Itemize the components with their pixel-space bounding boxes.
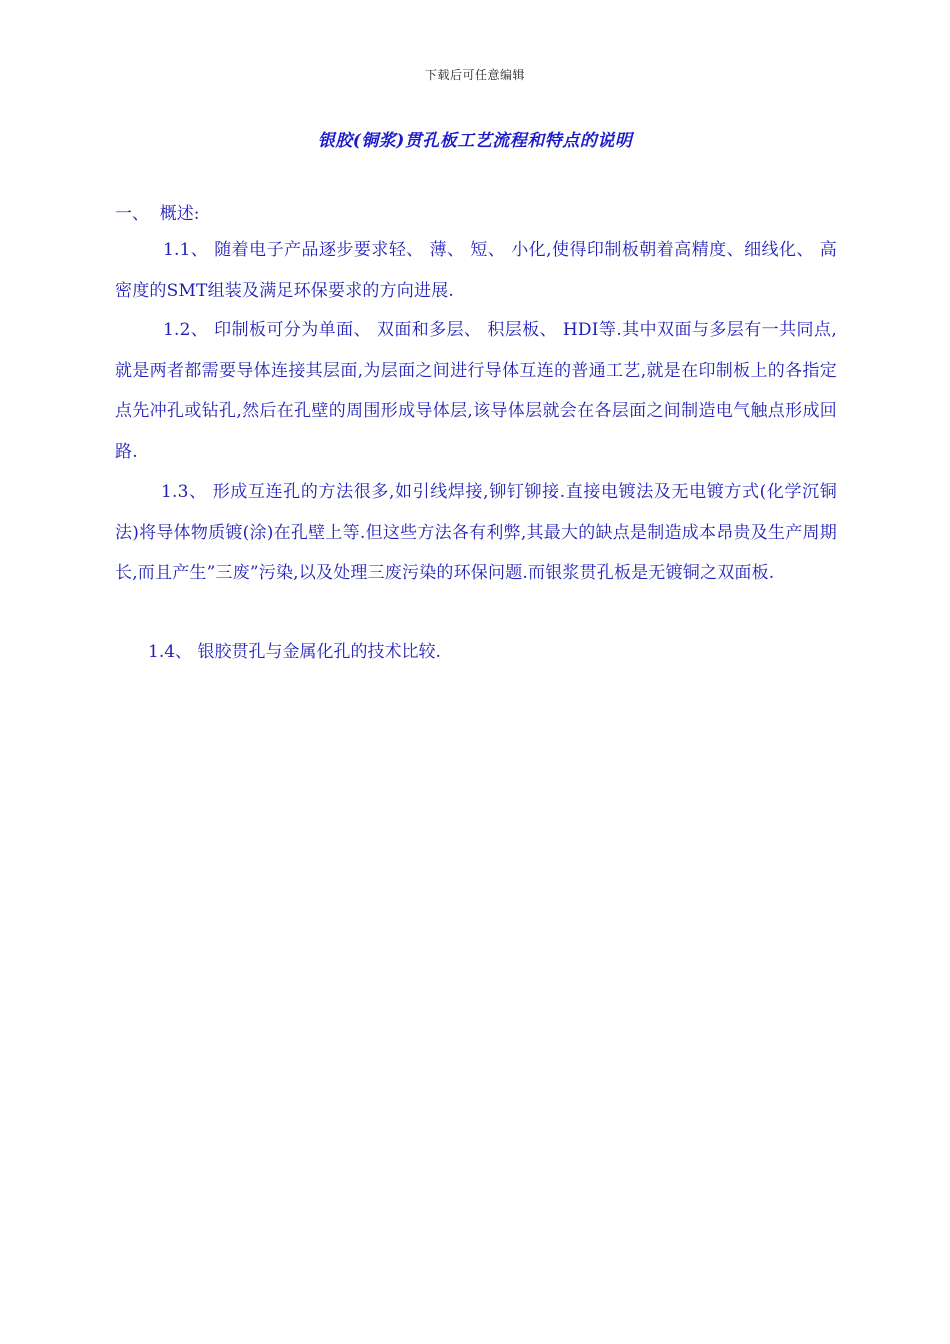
document-title: 银胶(铜浆)贯孔板工艺流程和特点的说明 [317,131,633,151]
paragraph-1-4: 1.4、 银胶贯孔与金属化孔的技术比较. [148,642,441,662]
paragraph-1-1: 1.1、 随着电子产品逐步要求轻、 薄、 短、 小化,使得印制板朝着高精度、细线化、 高密度的SMT组装及满足环保要求的方向进展. [115,240,837,301]
header-note: 下载后可任意编辑 [424,68,525,82]
paragraph-1-3: 1.3、 形成互连孔的方法很多,如引线焊接,铆钉铆接.直接电镀法及无电镀方式(化学沉铜法)将导体物质镀(涂)在孔壁上等.但这些方法各有利弊,其最大的缺点是制造成本昂贵及生产周期长,而且产生”三废”污染,以及处理三废污染的环保问题.而银浆贯孔板是无镀铜之双面板. [115,482,837,583]
section-heading-overview: 一、 概述: [115,204,200,224]
paragraph-1-2: 1.2、 印制板可分为单面、 双面和多层、 积层板、 HDI等.其中双面与多层有一共同点,就是两者都需要导体连接其层面,为层面之间进行导体互连的普通工艺,就是在印制板上的各指定点先冲孔或钻孔,然后在孔壁的周围形成导体层,该导体层就会在各层面之间制造电气触点形成回路. [115,320,837,462]
